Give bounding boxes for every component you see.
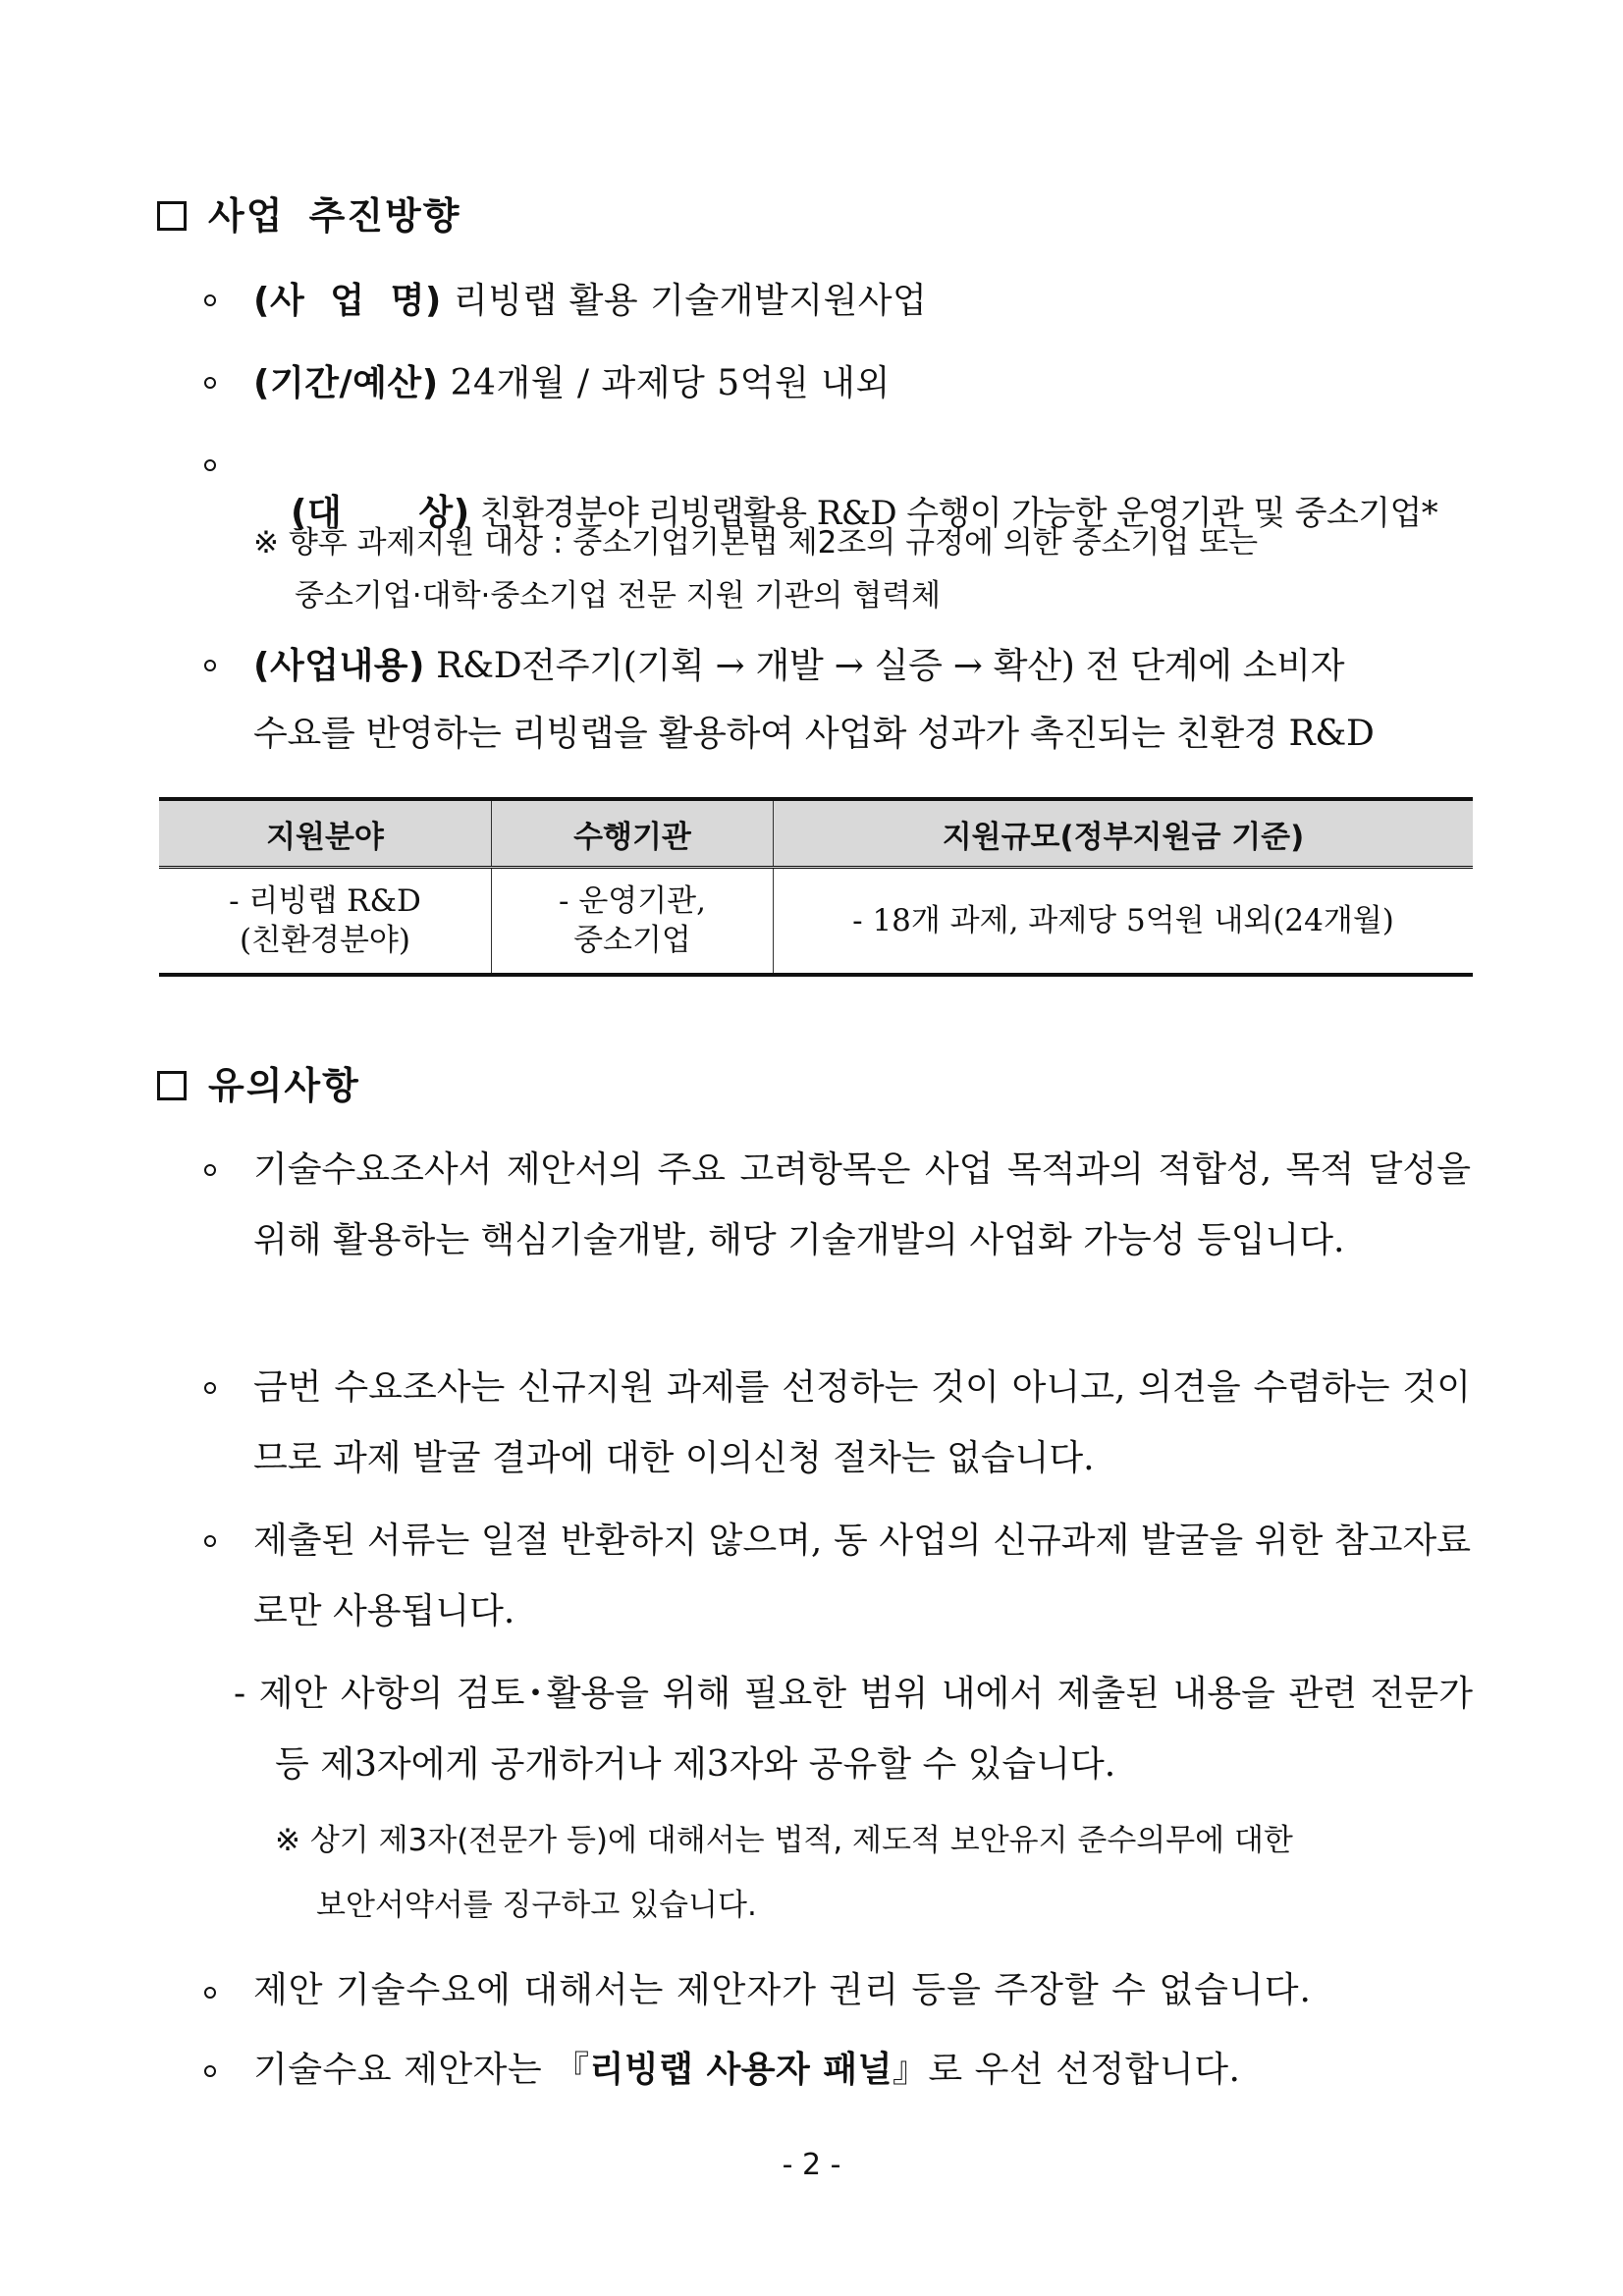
cell-line: (친환경분야) <box>240 923 410 958</box>
cell-line: 중소기업 <box>573 923 691 958</box>
table-header-cell: 지원규모(정부지원금 기준) <box>774 799 1474 868</box>
table-header-cell: 수행기관 <box>492 799 774 868</box>
section-heading-business-direction <box>157 192 460 240</box>
notice-paragraph: 기술수요조사서 제안서의 주요 고려항목은 사업 목적과의 적합성, 목적 달성을 위해 활용하는 핵심기술개발, 해당 기술개발의 사업화 가능성 등입니다. <box>253 1149 1471 1260</box>
section-title: 유의사항 <box>208 1064 360 1107</box>
table-header-cell: 지원분야 <box>159 799 492 868</box>
bullet-circle-icon <box>204 459 216 471</box>
item-text: 친환경분야 리빙랩활용 R&D 수행이 가능한 운영기관 및 중소기업* <box>469 494 1438 533</box>
page-number: - 2 - <box>782 2148 841 2182</box>
item-text-continued: 수요를 반영하는 리빙랩을 활용하여 사업화 성과가 촉진되는 친환경 R&D <box>253 714 1375 754</box>
bullet-circle-icon <box>204 1535 216 1547</box>
notice-paragraph: 제출된 서류는 일절 반환하지 않으며, 동 사업의 신규과제 발굴을 위한 참고자료로만 사용됩니다. <box>253 1521 1471 1631</box>
section-heading-notes <box>157 1062 360 1109</box>
table-cell-scale <box>774 868 1474 976</box>
bullet-circle-icon <box>204 1164 216 1176</box>
item-business-name <box>253 277 927 325</box>
note-line: ※ 상기 제3자(전문가 등)에 대해서는 법적, 제도적 보안유지 준수의무에 대한 <box>275 1823 1293 1858</box>
checkbox-square-icon <box>157 1071 187 1100</box>
table-cell-field <box>159 868 492 976</box>
notice-line: 제안 기술수요에 대해서는 제안자가 권리 등을 주장할 수 없습니다. <box>253 1970 1312 2010</box>
item-label: (사업내용) <box>253 646 426 686</box>
notice-text: 기술수요 제안자는 『 <box>253 2050 590 2090</box>
table-cell-org <box>492 868 774 976</box>
note-line: 중소기업·대학·중소기업 전문 지원 기관의 협력체 <box>295 578 942 614</box>
dash-text: - 제안 사항의 검토･활용을 위해 필요한 범위 내에서 제출된 내용을 관련 전문가 등 제3자에게 공개하거나 제3자와 공유할 수 있습니다. <box>234 1674 1473 1785</box>
cell-line: - 리빙랩 R&D <box>229 883 421 919</box>
checkbox-square-icon <box>157 201 187 231</box>
note-line: 보안서약서를 징구하고 있습니다. <box>316 1888 757 1923</box>
bullet-circle-icon <box>204 2065 216 2077</box>
section-title: 사업 추진방향 <box>208 194 461 238</box>
cell-line: - 18개 과제, 과제당 5억원 내외(24개월) <box>852 903 1394 938</box>
note-line: ※ 향후 과제지원 대상 : 중소기업기본법 제2조의 규정에 의한 중소기업 또는 <box>253 525 1259 561</box>
panel-name-bold: 리빙랩 사용자 패널 <box>589 2050 893 2090</box>
notice-paragraph: 금번 수요조사는 신규지원 과제를 선정하는 것이 아니고, 의견을 수렴하는 것이므로 과제 발굴 결과에 대한 이의신청 절차는 없습니다. <box>253 1367 1471 1478</box>
table-row <box>159 868 1473 976</box>
item-text: 24개월 / 과제당 5억원 내외 <box>438 363 891 403</box>
item-label: (사 업 명) <box>253 281 442 321</box>
notice-line-panel <box>253 2046 1240 2094</box>
bullet-circle-icon <box>204 294 216 306</box>
table-header-row <box>159 799 1473 868</box>
item-content <box>253 642 1344 690</box>
bullet-circle-icon <box>204 377 216 389</box>
bullet-circle-icon <box>204 1382 216 1394</box>
bullet-circle-icon <box>204 1987 216 1999</box>
bullet-circle-icon <box>204 660 216 671</box>
item-label: (기간/예산) <box>253 363 439 403</box>
item-label: (대 상) <box>291 493 470 533</box>
dash-paragraph <box>234 1659 1473 1800</box>
item-text: R&D전주기(기획 → 개발 → 실증 → 확산) 전 단계에 소비자 <box>425 646 1345 686</box>
notice-text: 』로 우선 선정합니다. <box>892 2050 1241 2090</box>
cell-line: - 운영기관, <box>559 883 706 919</box>
support-summary-table <box>159 797 1473 977</box>
item-text: 리빙랩 활용 기술개발지원사업 <box>441 281 928 321</box>
item-period-budget <box>253 359 891 407</box>
